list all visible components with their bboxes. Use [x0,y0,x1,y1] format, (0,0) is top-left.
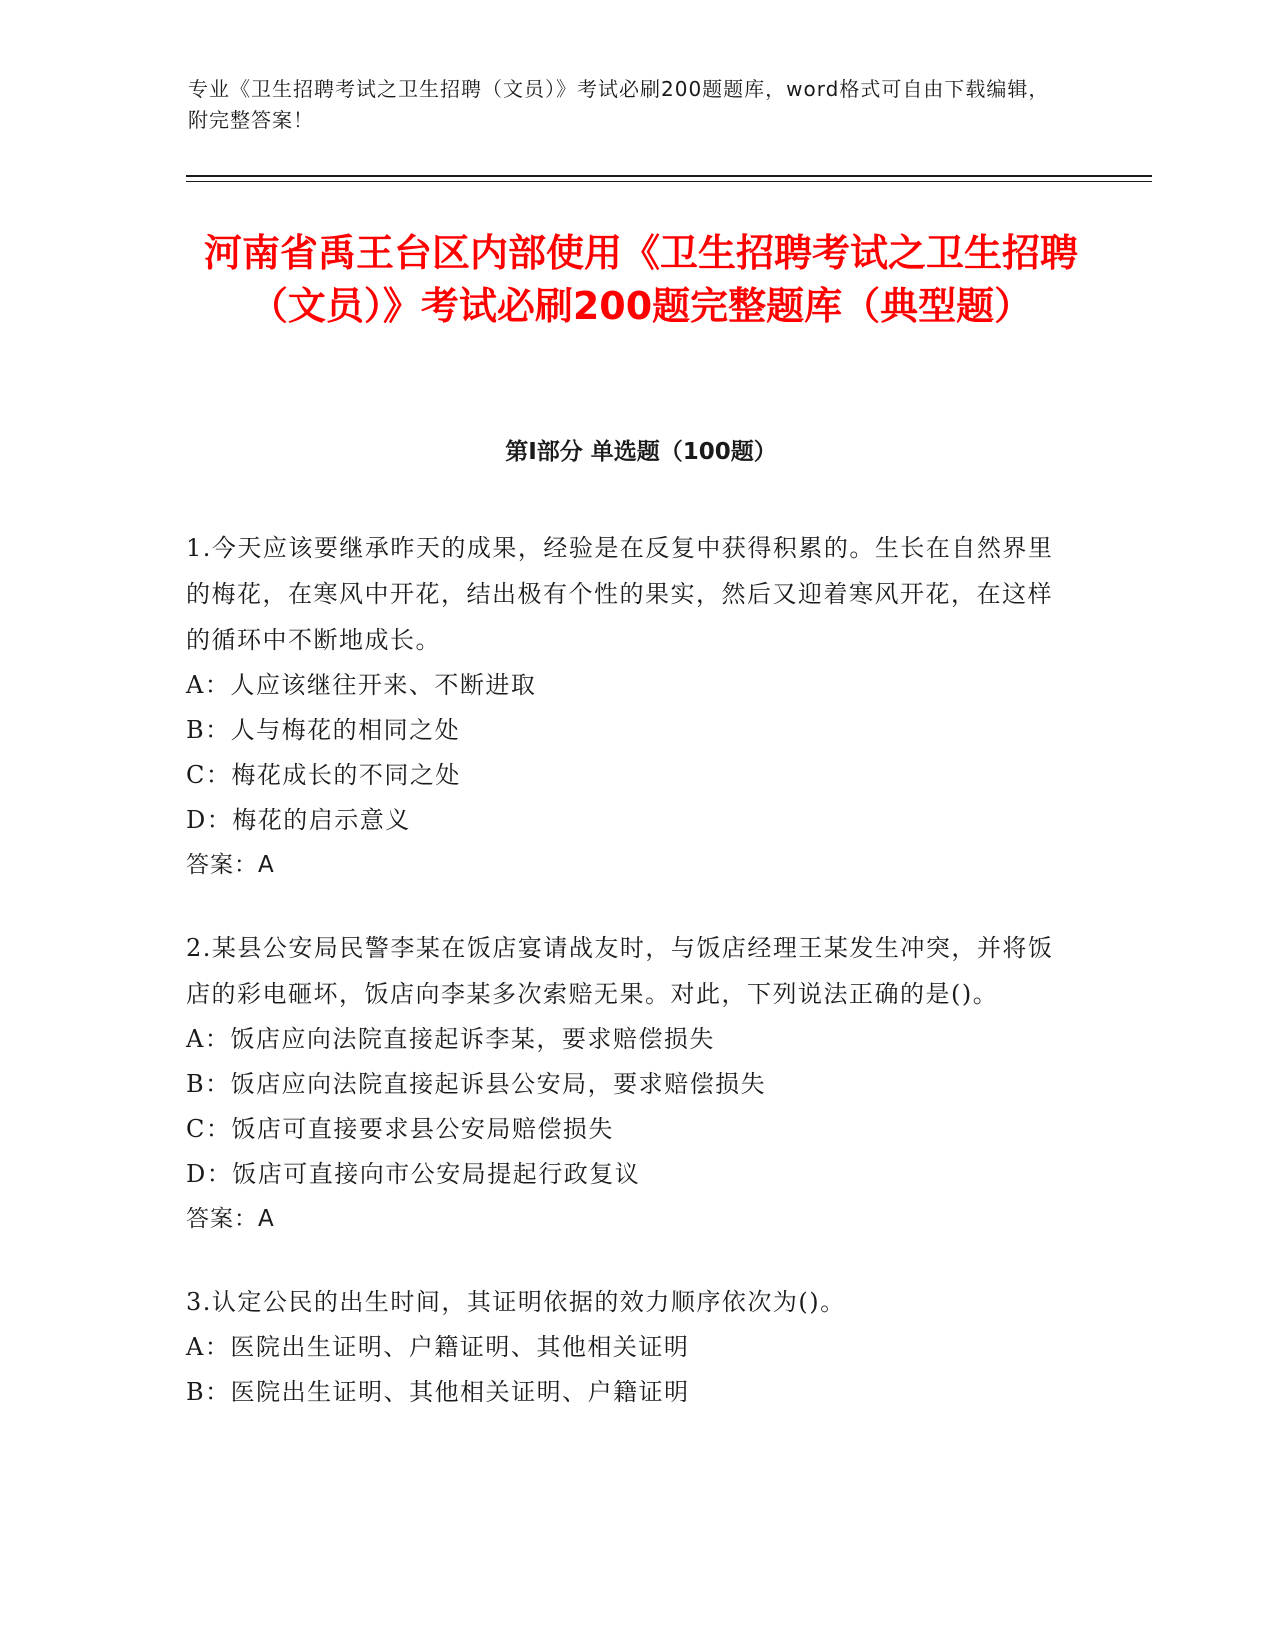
question-stem: 2.某县公安局民警李某在饭店宴请战友时，与饭店经理王某发生冲突，并将饭店的彩电砸坏，饭店向李某多次索赔无果。对此，下列说法正确的是()。 [186,934,1054,1008]
question-1 [186,525,1066,888]
question-stem: 1.今天应该要继承昨天的成果，经验是在反复中获得积累的。生长在自然界里的梅花，在寒风中开花，结出极有个性的果实，然后又迎着寒风开花，在这样的循环中不断地成长。 [186,534,1054,654]
option-a: A：人应该继往开来、不断进取 [186,671,537,699]
option-b: B：人与梅花的相同之处 [186,716,461,744]
option-c: C：梅花成长的不同之处 [186,761,461,789]
question-list [186,525,1066,1452]
question-3 [186,1279,1066,1415]
option-a: A：医院出生证明、户籍证明、其他相关证明 [186,1333,690,1361]
answer: 答案：A [186,852,275,878]
question-2 [186,925,1066,1242]
header-rule-thick [186,175,1152,177]
question-stem: 3.认定公民的出生时间，其证明依据的效力顺序依次为()。 [186,1288,846,1316]
section-title: 第Ⅰ部分 单选题（100题） [505,439,777,465]
option-d: D：梅花的启示意义 [186,806,411,834]
document-title: 河南省禹王台区内部使用《卫生招聘考试之卫生招聘（文员）》考试必刷200题完整题库（典型题） [203,231,1078,328]
answer: 答案：A [186,1206,275,1232]
option-b: B：饭店应向法院直接起诉县公安局，要求赔偿损失 [186,1070,767,1098]
option-b: B：医院出生证明、其他相关证明、户籍证明 [186,1378,690,1406]
header-note: 专业《卫生招聘考试之卫生招聘（文员）》考试必刷200题题库，word格式可自由下载编辑，附完整答案！ [188,77,1050,132]
option-d: D：饭店可直接向市公安局提起行政复议 [186,1160,641,1188]
header-rule-thin [186,181,1152,182]
option-a: A：饭店应向法院直接起诉李某，要求赔偿损失 [186,1025,715,1053]
option-c: C：饭店可直接要求县公安局赔偿损失 [186,1115,614,1143]
